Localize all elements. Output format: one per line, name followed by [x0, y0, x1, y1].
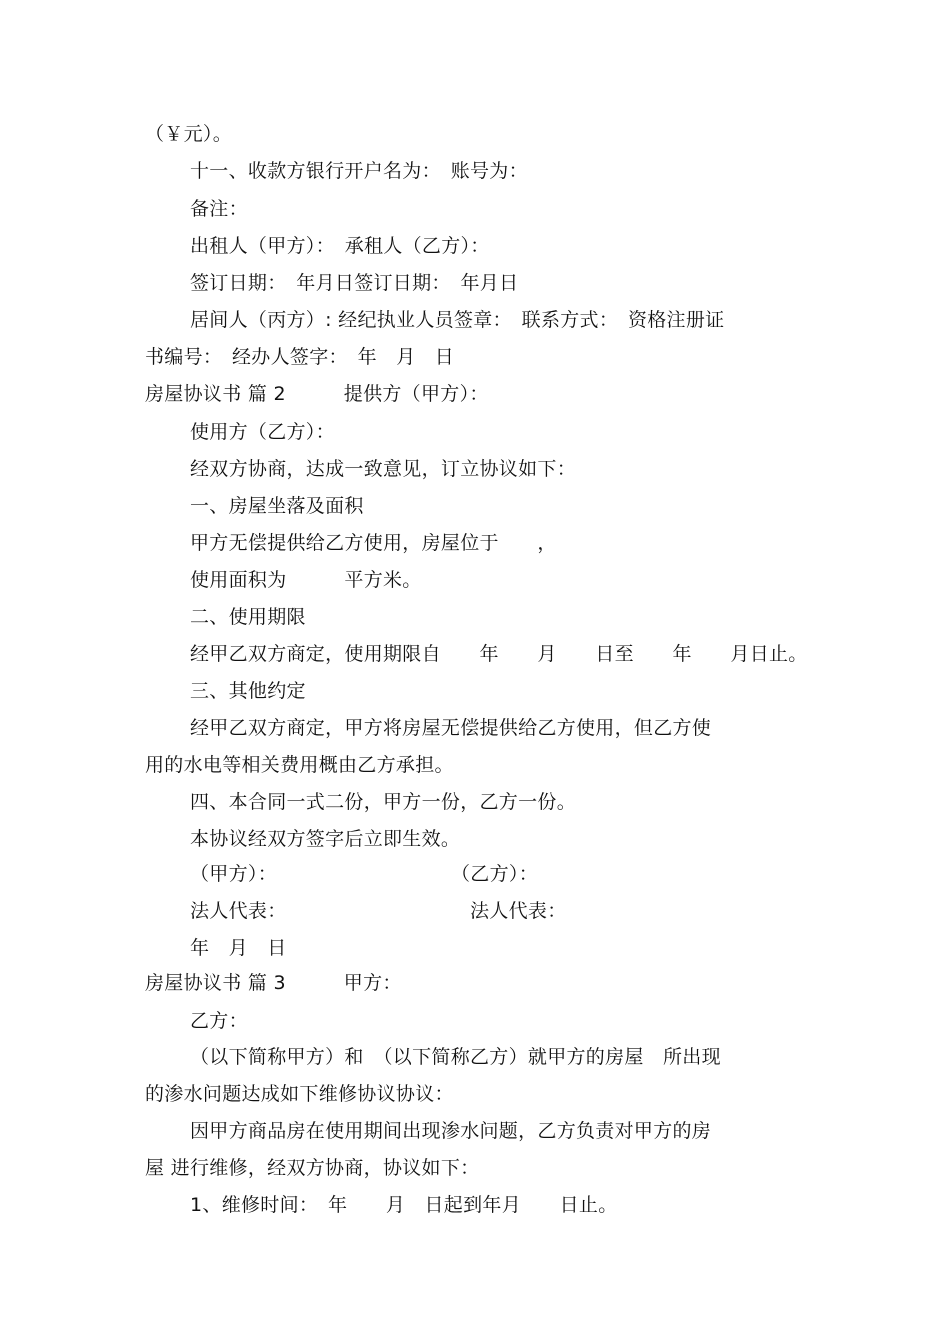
repair-intro-line-2: 的渗水问题达成如下维修协议协议： [145, 1083, 454, 1105]
clause-4-line: 四、本合同一式二份，甲方一份，乙方一份。 [190, 791, 577, 813]
legal-rep-line: 法人代表： 法人代表： [190, 900, 567, 922]
clause-1-heading: 一、房屋坐落及面积 [190, 495, 364, 517]
repair-intro-line-1: （以下简称甲方）和 （以下简称乙方）就甲方的房屋 所出现 [190, 1046, 721, 1068]
effective-line: 本协议经双方签字后立即生效。 [190, 828, 461, 850]
party-signature-line: （甲方）： （乙方）： [190, 863, 539, 885]
signing-date-line: 签订日期： 年月日签订日期： 年月日 [190, 272, 519, 294]
date-line: 年 月 日 [190, 937, 287, 959]
other-terms-line-1: 经甲乙双方商定，甲方将房屋无偿提供给乙方使用，但乙方使 [190, 717, 712, 739]
clause-3-heading: 三、其他约定 [190, 680, 306, 702]
other-terms-line-2: 用的水电等相关费用概由乙方承担。 [145, 754, 454, 776]
intermediary-line: 居间人（丙方）: 经纪执业人员签章： 联系方式： 资格注册证 [190, 309, 725, 331]
repair-time-line: 1、维修时间： 年 月 日起到年月 日止。 [190, 1194, 618, 1216]
certificate-number-line: 书编号： 经办人签字： 年 月 日 [145, 346, 455, 368]
clause-11-bank-account: 十一、收款方银行开户名为： 账号为： [190, 160, 528, 182]
section-2-heading: 房屋协议书 篇 2 提供方（甲方）： [145, 383, 489, 405]
remarks-label: 备注： [190, 198, 248, 220]
party-b-label: 乙方： [190, 1010, 248, 1032]
usage-area-line: 使用面积为 平方米。 [190, 569, 422, 591]
section-3-heading: 房屋协议书 篇 3 甲方： [145, 972, 402, 994]
lessor-lessee-line: 出租人（甲方）： 承租人（乙方）： [190, 235, 490, 257]
usage-period-line: 经甲乙双方商定，使用期限自 年 月 日至 年 月日止。 [190, 643, 808, 665]
agreement-intro: 经双方协商，达成一致意见，订立协议如下： [190, 458, 577, 480]
clause-2-heading: 二、使用期限 [190, 606, 306, 628]
house-location-line: 甲方无偿提供给乙方使用，房屋位于 ， [190, 532, 557, 554]
repair-reason-line-1: 因甲方商品房在使用期间出现渗水问题，乙方负责对甲方的房 [190, 1120, 712, 1142]
currency-note: （￥元）。 [145, 123, 233, 145]
user-party-line: 使用方（乙方）： [190, 421, 335, 443]
repair-reason-line-2: 屋 进行维修，经双方协商，协议如下： [145, 1157, 480, 1179]
